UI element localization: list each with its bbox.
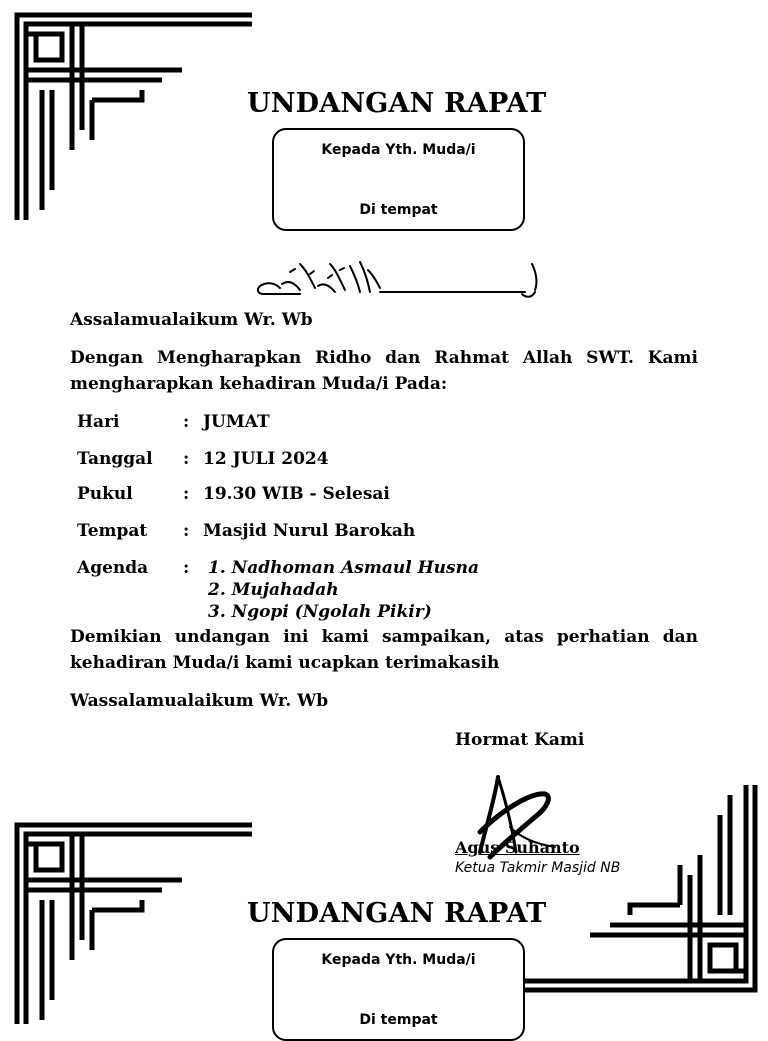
detail-colon: : bbox=[183, 484, 190, 504]
detail-value-date: 12 JULI 2024 bbox=[203, 449, 329, 469]
opening-greeting: Assalamualaikum Wr. Wb bbox=[70, 310, 313, 330]
signer-name: Agus Suhanto bbox=[455, 838, 580, 857]
detail-label-time: Pukul bbox=[77, 484, 133, 504]
copy-recipient-box bbox=[272, 938, 525, 1041]
detail-colon: : bbox=[183, 449, 190, 469]
regards-text: Hormat Kami bbox=[455, 730, 585, 750]
intro-line-1: Dengan Mengharapkan Ridho dan Rahmat Allah SWT. Kami bbox=[70, 348, 698, 368]
detail-value-day: JUMAT bbox=[203, 412, 270, 432]
bottom-left-corner-ornament bbox=[12, 820, 257, 1024]
recipient-line: Kepada Yth. Muda/i bbox=[321, 142, 476, 158]
detail-colon: : bbox=[183, 521, 190, 541]
copy-place-line: Di tempat bbox=[359, 1012, 438, 1028]
agenda-item-2: 2. Mujahadah bbox=[208, 580, 339, 600]
closing-line-2: kehadiran Muda/i kami ucapkan terimakasih bbox=[70, 653, 500, 673]
invitation-title: UNDANGAN RAPAT bbox=[247, 88, 547, 119]
signer-role: Ketua Takmir Masjid NB bbox=[455, 860, 621, 876]
bismillah-calligraphy bbox=[240, 252, 550, 307]
agenda-item-1: 1. Nadhoman Asmaul Husna bbox=[208, 558, 479, 578]
copy-recipient-line: Kepada Yth. Muda/i bbox=[321, 952, 476, 968]
agenda-colon: : bbox=[183, 558, 190, 578]
detail-label-day: Hari bbox=[77, 412, 120, 432]
detail-value-time: 19.30 WIB - Selesai bbox=[203, 484, 390, 504]
detail-colon: : bbox=[183, 412, 190, 432]
copy-invitation-title: UNDANGAN RAPAT bbox=[247, 898, 547, 929]
place-line: Di tempat bbox=[359, 202, 438, 218]
closing-greeting: Wassalamualaikum Wr. Wb bbox=[70, 691, 329, 711]
closing-line-1: Demikian undangan ini kami sampaikan, atas perhatian dan bbox=[70, 627, 698, 647]
agenda-item-3: 3. Ngopi (Ngolah Pikir) bbox=[208, 602, 432, 622]
intro-line-2: mengharapkan kehadiran Muda/i Pada: bbox=[70, 374, 448, 394]
agenda-label: Agenda bbox=[77, 558, 149, 578]
recipient-box bbox=[272, 128, 525, 231]
top-left-corner-ornament bbox=[12, 10, 257, 225]
detail-label-place: Tempat bbox=[77, 521, 148, 541]
detail-label-date: Tanggal bbox=[77, 449, 153, 469]
detail-value-place: Masjid Nurul Barokah bbox=[203, 521, 416, 541]
